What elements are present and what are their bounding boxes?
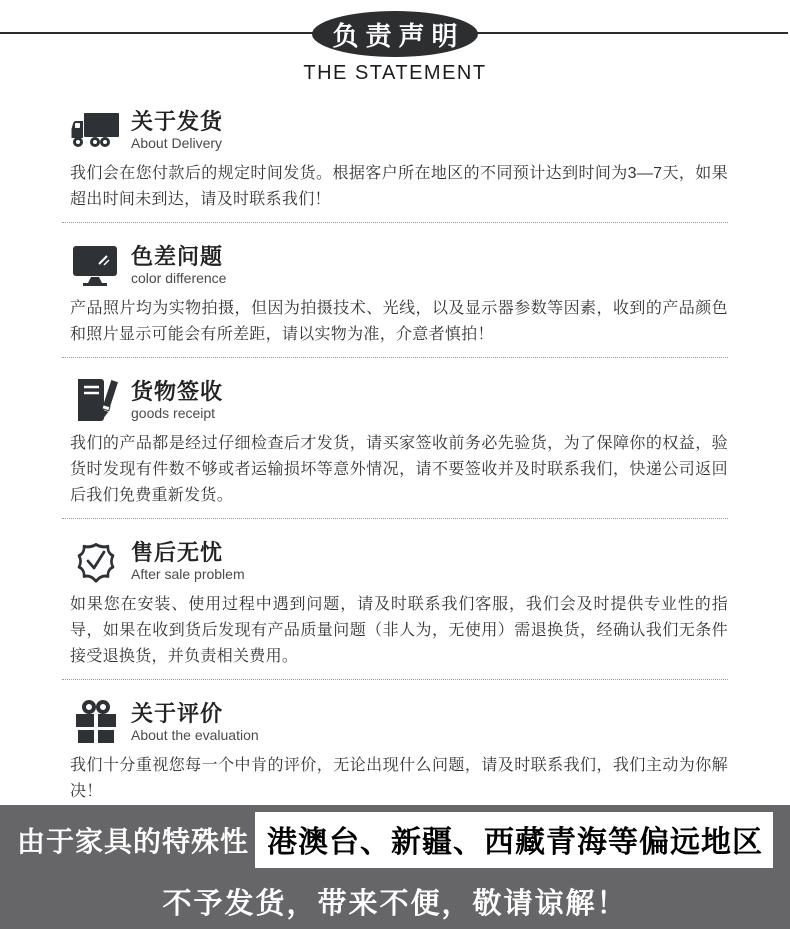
section-titles	[131, 378, 223, 422]
section-header	[70, 108, 728, 154]
section-body: 如果您在安装、使用过程中遇到问题，请及时联系我们客服，我们会及时提供专业性的指导，如果在收到货后发现有产品质量问题（非人为，无使用）需退换货，经确认我们无条件接受退换货，并负责相关费用。	[70, 596, 728, 665]
dotted-separator	[62, 679, 728, 680]
section-subtitle: goods receipt	[131, 405, 216, 421]
section-title: 货物签收	[131, 379, 224, 404]
section-header	[70, 539, 728, 585]
section-header	[70, 378, 728, 424]
section-body: 我们的产品都是经过仔细检查后才发货，请买家签收前务必先验货，为了保障你的权益，验货时发现有件数不够或者运输损坏等意外情况，请不要签收并及时联系我们，快递公司返回后我们免费重新发货。	[70, 435, 728, 504]
section-header	[70, 243, 728, 289]
section-titles	[131, 539, 245, 583]
section-subtitle: color difference	[131, 270, 227, 286]
banner-oval	[312, 11, 478, 57]
footer-line2: 不予发货，带来不便，敬请谅解！	[162, 888, 628, 920]
section-titles	[131, 700, 259, 744]
dotted-separator	[62, 518, 728, 519]
sections-container	[0, 92, 790, 805]
section-title: 关于发货	[131, 109, 224, 134]
section-color-difference	[62, 233, 728, 358]
section-title: 关于评价	[131, 701, 224, 726]
dotted-separator	[62, 357, 728, 358]
monitor-icon	[70, 243, 122, 289]
banner-title: 负责声明	[332, 20, 465, 51]
footer-notice	[0, 805, 790, 929]
section-title: 色差问题	[131, 244, 224, 269]
footer-prefix-text: 由于家具的特殊性	[16, 826, 249, 857]
section-body: 我们会在您付款后的规定时间发货。根据客户所在地区的不同预计达到时间为3—7天，如果超出时间未到达，请及时联系我们！	[70, 165, 728, 208]
gift-icon	[70, 700, 122, 746]
section-after-sale	[62, 529, 728, 680]
section-titles	[131, 108, 223, 152]
truck-icon	[70, 108, 122, 154]
shield-check-icon	[70, 539, 122, 585]
footer-highlight-box: 港澳台、新疆、西藏青海等偏远地区	[255, 812, 773, 868]
dotted-separator	[62, 222, 728, 223]
banner-subtitle: THE STATEMENT	[303, 62, 487, 84]
footer-row1	[17, 812, 773, 868]
section-subtitle: About Delivery	[131, 135, 223, 151]
section-title: 售后无忧	[131, 540, 224, 565]
notebook-pencil-icon	[70, 378, 122, 424]
section-subtitle: About the evaluation	[131, 727, 259, 743]
section-header	[70, 700, 728, 746]
banner	[0, 0, 790, 92]
section-body: 我们十分重视您每一个中肯的评价，无论出现什么问题，请及时联系我们，我们主动为你解决！	[70, 757, 728, 800]
section-subtitle: After sale problem	[131, 566, 245, 582]
section-titles	[131, 243, 226, 287]
section-goods-receipt	[62, 368, 728, 519]
section-evaluation	[62, 690, 728, 805]
section-delivery	[62, 98, 728, 223]
section-body: 产品照片均为实物拍摄，但因为拍摄技术、光线，以及显示器参数等因素，收到的产品颜色和照片显示可能会有所差距，请以实物为准，介意者慎拍！	[70, 300, 728, 343]
